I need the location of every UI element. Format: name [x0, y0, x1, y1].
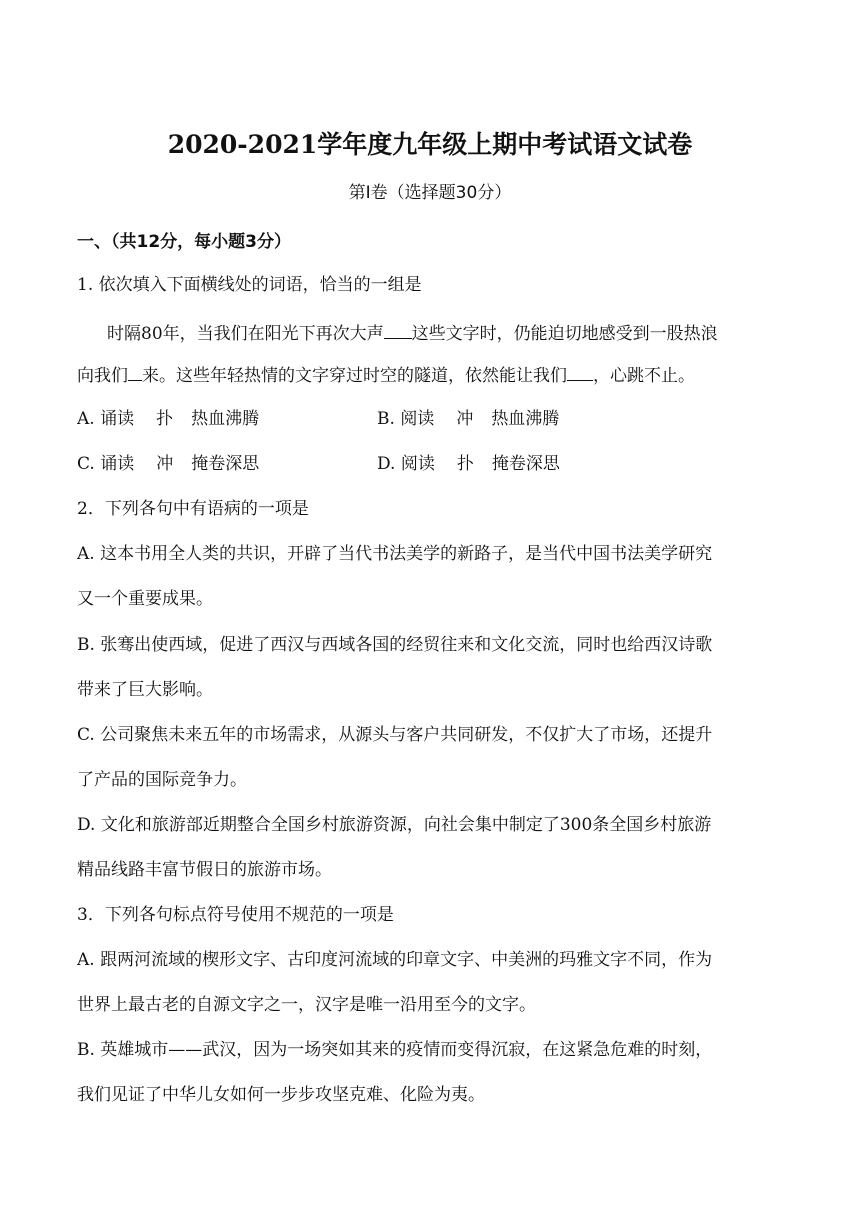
option-b	[377, 407, 677, 431]
question-2-option-c-line-1: C. 公司聚焦未来五年的市场需求，从源头与客户共同研发，不仅扩大了市场，还提升	[77, 725, 713, 745]
passage-text: 这些文字时，仍能迫切地感受到一股热浪	[411, 324, 718, 344]
option-word: 扑	[456, 454, 474, 474]
question-2-option-d-line-1: D. 文化和旅游部近期整合全国乡村旅游资源，向社会集中制定了300条全国乡村旅游	[77, 815, 712, 835]
option-word: 热血沸腾	[491, 409, 560, 429]
question-2-option-b-line-1: B. 张骞出使西域，促进了西汉与西域各国的经贸往来和文化交流，同时也给西汉诗歌	[77, 635, 713, 655]
option-word: 冲	[156, 454, 174, 474]
passage-text: 向我们	[77, 366, 128, 386]
answer-blank	[128, 362, 142, 381]
question-2-option-a-line-1: A. 这本书用全人类的共识，开辟了当代书法美学的新路子，是当代中国书法美学研究	[77, 544, 713, 564]
option-word: 扑	[156, 409, 174, 429]
question-1-stem: 1. 依次填入下面横线处的词语，恰当的一组是	[77, 275, 422, 295]
option-word: 掩卷深思	[191, 454, 260, 474]
question-2-option-c-line-2: 了产品的国际竞争力。	[77, 770, 247, 790]
paper-subtitle: 第Ⅰ卷（选择题30分）	[348, 183, 512, 203]
question-3-stem: 3．下列各句标点符号使用不规范的一项是	[77, 905, 394, 925]
option-label: C.	[77, 454, 95, 474]
option-word: 诵读	[100, 409, 135, 429]
question-3-option-a-line-1: A. 跟两河流域的楔形文字、古印度河流域的印章文字、中美洲的玛雅文字不同，作为	[77, 950, 713, 970]
passage-text: 时隔80年，当我们在阳光下再次大声	[107, 324, 384, 344]
option-word: 热血沸腾	[191, 409, 260, 429]
question-2-option-d-line-2: 精品线路丰富节假日的旅游市场。	[77, 860, 332, 880]
option-label: B.	[377, 409, 395, 429]
question-2-stem: 2．下列各句中有语病的一项是	[77, 499, 309, 519]
option-a	[77, 407, 367, 431]
option-word: 掩卷深思	[491, 454, 560, 474]
option-word: 阅读	[400, 454, 435, 474]
passage-text: 来。这些年轻热情的文字穿过时空的隧道，依然能让我们	[142, 366, 567, 386]
option-word: 诵读	[100, 454, 135, 474]
question-3-option-b-line-1: B. 英雄城市——武汉，因为一场突如其来的疫情而变得沉寂，在这紧急危难的时刻，	[77, 1040, 713, 1060]
section-heading: 一、（共12分，每小题3分）	[77, 232, 291, 252]
question-2-option-a-line-2: 又一个重要成果。	[77, 589, 213, 609]
question-1-passage-line-1	[107, 320, 787, 346]
option-d	[377, 452, 677, 476]
passage-text: ，心跳不止。	[593, 366, 695, 386]
question-3-option-a-line-2: 世界上最古老的自源文字之一，汉字是唯一沿用至今的文字。	[77, 995, 536, 1015]
question-2-option-b-line-2: 带来了巨大影响。	[77, 680, 213, 700]
option-c	[77, 452, 367, 476]
option-word: 冲	[456, 409, 474, 429]
option-label: D.	[377, 454, 396, 474]
question-3-option-b-line-2: 我们见证了中华儿女如何一步步攻坚克难、化险为夷。	[77, 1085, 485, 1105]
option-label: A.	[77, 409, 95, 429]
exam-title: 2020-2021学年度九年级上期中考试语文试卷	[167, 130, 693, 159]
option-word: 阅读	[400, 409, 435, 429]
question-1-passage-line-2	[77, 362, 787, 388]
answer-blank	[567, 362, 593, 381]
answer-blank	[384, 320, 412, 339]
